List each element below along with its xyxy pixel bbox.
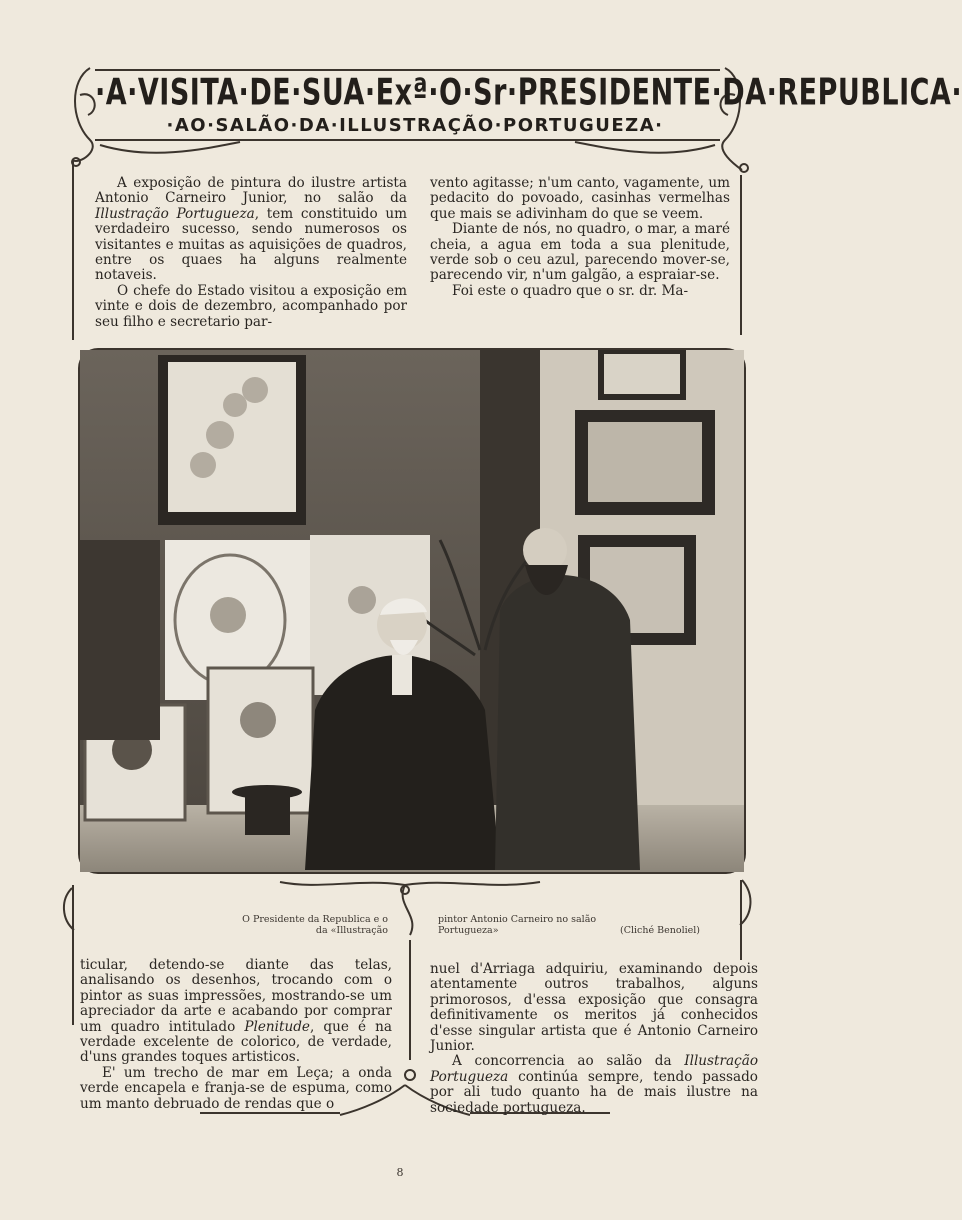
caption-text: Portugueza» [438,925,499,936]
paragraph: Diante de nós, no quadro, o mar, a maré cheia, a agua em toda a sua plenitude, verde sob o ceu azul, parecendo mover-se, parecendo vir, n'um galgão, a espraiar-se. [430,221,730,284]
caption-text: da «Illustração [315,925,388,936]
paragraph [95,176,407,284]
article-subtitle: ·AO·SALÃO·DA·ILLUSTRAÇÃO·PORTUGUEZA· [166,115,664,136]
publication-name: Illustração Portugueza [430,1053,758,1085]
article-title: ·A·VISITA·DE·SUA·Exª·O·Sr·PRESIDENTE·DA·REPUBLICA· [95,72,962,114]
photo-caption-right [438,914,718,936]
paragraph: Foi este o quadro que o sr. dr. Ma- [452,282,689,299]
frame-right-line [740,175,742,335]
photo-illustration [80,350,744,872]
paragraph: nuel d'Arriaga adquiriu, examinando depois atentamente outros trabalhos, alguns primorosos, d'essa exposição que consagra definitivamente os meritos já conhecidos d'esse singular artista que é Antonio Carneiro Junior. [430,961,758,1055]
paragraph: O chefe do Estado visitou a exposição em vinte e dois de dezembro, acompanhado por seu filho e secretario par- [95,282,407,330]
paragraph: E' um trecho de mar em Leça; a onda verde encapela e franja-se de espuma, como um manto debruado de rendas que o [80,1064,392,1112]
paragraph-text: A exposição de pintura do ilustre artista Antonio Carneiro Junior, no salão da [95,175,407,207]
photo-caption-left [218,914,388,936]
paragraph-text: , que é na verdade excelente de colorico, de verdade, d'uns grandes toques artisticos. [80,1018,392,1066]
paragraph-text: A concorrencia ao salão da [452,1053,685,1070]
painting-title: Plenitude [244,1018,310,1035]
paragraph-text: continúa sempre, tendo passado por ali tudo quanto ha de mais ilustre na sociedade portugueza. [430,1068,758,1116]
paragraph: vento agitasse; n'um canto, vagamente, um pedacito do povoado, casinhas vermelhas que mais se adivinham do que se veem. [430,175,730,222]
caption-text: pintor Antonio Carneiro no salão [438,914,597,925]
paragraph [430,1054,758,1116]
publication-name: Illustração Portugueza [95,205,255,222]
page-number: 8 [396,1166,404,1179]
article-photograph [80,350,744,872]
top-right-column [430,176,730,299]
bottom-left-column [80,958,392,1112]
top-left-column [95,176,407,330]
paragraph-text: , tem constituido um verdadeiro sucesso, sendo numerosos os visitantes e muitas as aquisições de quadros, entre os quaes ha alguns realmente notaveis. [95,205,407,284]
article-header [95,66,962,146]
caption-text: O Presidente da Republica e o [242,914,388,925]
paragraph-text: ticular, detendo-se diante das telas, analisando os desenhos, trocando com o pintor as suas impressões, mostrando-se um apreciador da arte e acabando por comprar um quadro intitulado [80,957,392,1035]
photo-credit: (Cliché Benoliel) [620,925,701,936]
frame-left-line [72,160,74,340]
bottom-right-column [430,962,758,1116]
paragraph [80,958,392,1066]
